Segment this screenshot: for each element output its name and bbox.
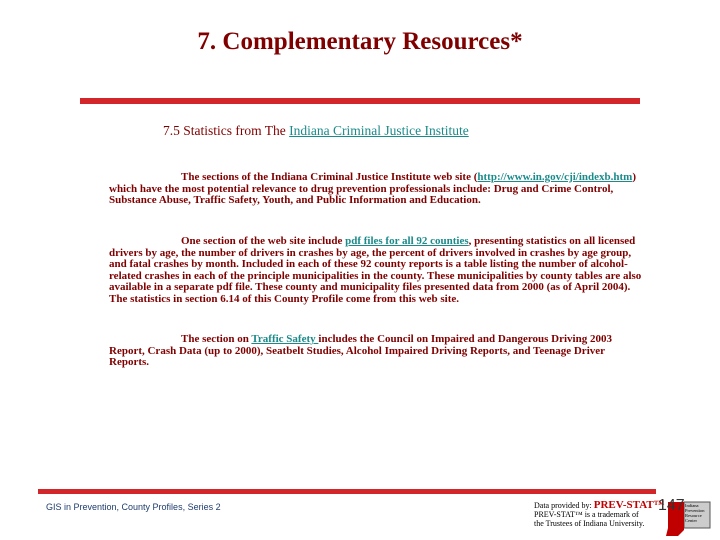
- logo-text: Indiana Prevention Resource Center: [685, 503, 705, 523]
- bottom-divider: [38, 489, 656, 494]
- page-number: 147: [658, 497, 685, 514]
- paragraph-text: includes the Council on Impaired and Dangerous Driving 2003 Report, Crash Data (up to 2000), Seatbelt Studies, Alcohol Impaired Driving Reports, and Teenage Driver Reports.: [109, 333, 612, 369]
- credit-line: the Trustees of Indiana University.: [534, 519, 645, 528]
- paragraph-text: The section on: [181, 333, 252, 345]
- paragraph-text: The sections of the Indiana Criminal Justice Institute web site (: [181, 171, 478, 183]
- credit-line: PREV-STAT™ is a trademark of: [534, 510, 639, 519]
- top-divider: [80, 98, 640, 104]
- paragraph-text: One section of the web site include: [181, 235, 346, 247]
- pdf-files-link[interactable]: pdf files for all 92 counties: [345, 235, 469, 247]
- paragraph-2: [109, 236, 644, 306]
- section-heading-text: 7.5 Statistics from The: [163, 123, 290, 138]
- credit-label: Data provided by:: [534, 501, 594, 510]
- data-credit: [534, 501, 665, 528]
- paragraph-1: [109, 172, 644, 207]
- paragraph-text: ) which have the most potential relevance to drug prevention professionals include: Drug and Crime Control, Substance Abuse, Traffic Safety, Youth, and Public Information and Education.: [109, 171, 636, 207]
- icji-url-link[interactable]: http://www.in.gov/cji/indexb.htm: [477, 171, 633, 183]
- credit-brand: PREV-STAT™: [593, 499, 665, 511]
- paragraph-text: , presenting statistics on all licensed drivers by age, the number of drivers in crashes by age, the percent of drivers involved in crashes by age group, and fatal crashes by month. Included in each of these 92 county reports is a table listing the number of alcohol-related crashes in each of the principle municipalities in the county. These municipalities by county tables are also available in a separate pdf file. These county and municipality files presented data from 2000 (as of April 2004). The statistics in section 6.14 of this County Profile come from this web site.: [109, 235, 642, 305]
- traffic-safety-link[interactable]: Traffic Safety: [251, 333, 319, 345]
- paragraph-3: [109, 334, 644, 369]
- icji-link[interactable]: Indiana Criminal Justice Institute: [289, 123, 469, 138]
- section-heading: [163, 123, 469, 139]
- page-title: 7. Complementary Resources*: [197, 28, 523, 55]
- footer-text: GIS in Prevention, County Profiles, Series 2: [46, 502, 221, 512]
